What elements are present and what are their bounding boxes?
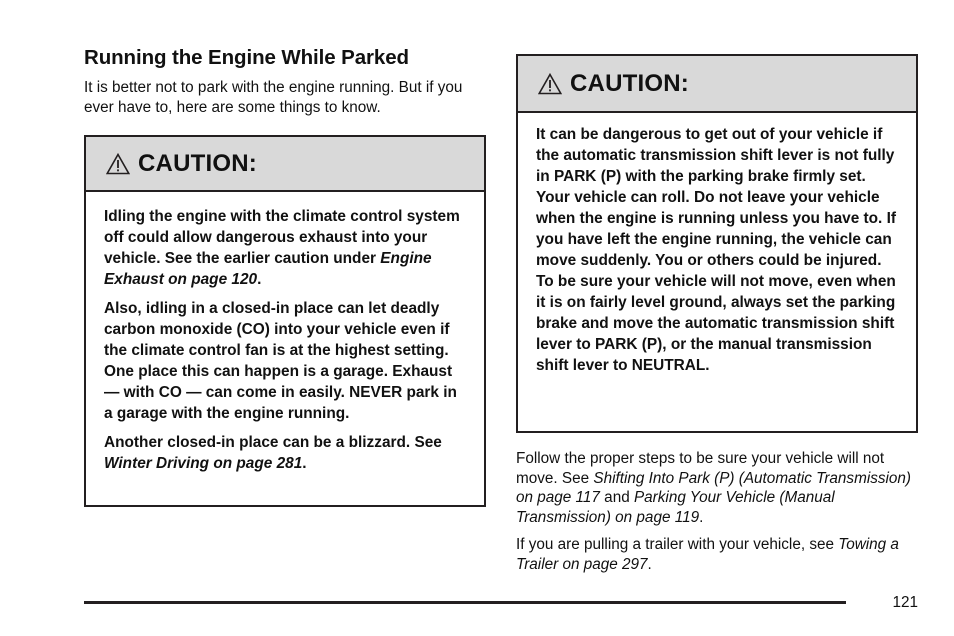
caution-paragraph: Also, idling in a closed-in place can let deadly carbon monoxide (CO) into your vehicle even if the climate control fan is at the highest setting. One place this can happen is a garage. Exhaust — with CO — can come in easily. NEVER park in a garage with the engine running. — [104, 300, 457, 422]
page-reference-link[interactable]: Engine Exhaust on page 120 — [104, 250, 432, 288]
section-title: Running the Engine While Parked — [84, 46, 409, 69]
caution-label: CAUTION: — [570, 69, 689, 97]
body-text: Follow the proper steps to be sure your vehicle will not move. See — [516, 450, 885, 487]
body-text: and — [599, 489, 634, 506]
caution-paragraph — [104, 432, 466, 474]
page-number: 121 — [892, 594, 918, 611]
page-reference-link[interactable]: Towing a Trailer on page 297 — [516, 536, 899, 573]
caution-body-left — [86, 192, 484, 474]
left-column — [84, 44, 486, 507]
warning-triangle-icon — [538, 73, 562, 95]
caution-header-left — [86, 137, 484, 192]
caution-text: Idling the engine with the climate control system off could allow dangerous exhaust into your vehicle. See the earlier caution under — [104, 208, 460, 267]
caution-text: Another closed-in place can be a blizzard. See — [104, 434, 442, 451]
page-reference-link[interactable]: Shifting Into Park (P) (Automatic Transmission) on page 117 — [516, 469, 912, 506]
follow-steps-paragraph — [516, 449, 918, 527]
page-reference-link[interactable]: Winter Driving on page 281 — [104, 455, 303, 472]
punctuation: . — [699, 508, 704, 526]
caution-header-right — [518, 56, 916, 113]
footer-rule — [84, 601, 846, 604]
caution-paragraph — [104, 206, 466, 290]
punctuation: . — [647, 555, 652, 573]
right-column — [516, 54, 918, 574]
warning-triangle-icon — [106, 153, 130, 175]
body-text: If you are pulling a trailer with your vehicle, see — [516, 536, 839, 553]
caution-box-right — [516, 54, 918, 433]
section-intro: It is better not to park with the engine running. But if you ever have to, here are some things to know. — [84, 79, 463, 116]
caution-body-right — [518, 113, 916, 376]
punctuation: . — [257, 271, 262, 288]
caution-paragraph: It can be dangerous to get out of your vehicle if the automatic transmission shift lever is not fully in PARK (P) with the parking brake firmly set. Your vehicle can roll. Do not leave your vehicle when the engine is running unless you have to. If you have left the engine running, the vehicle can move suddenly. You or others could be injured. To be sure your vehicle will not move, even when it is on fairly level ground, always set the parking brake and move the automatic transmission shift lever to PARK (P), or the manual transmission shift lever to NEUTRAL. — [536, 126, 897, 374]
punctuation: . — [302, 455, 307, 472]
caution-label: CAUTION: — [138, 149, 257, 177]
caution-box-left — [84, 135, 486, 507]
trailer-paragraph — [516, 535, 918, 574]
page-reference-link[interactable]: Parking Your Vehicle (Manual Transmission) on page 119 — [516, 489, 835, 526]
